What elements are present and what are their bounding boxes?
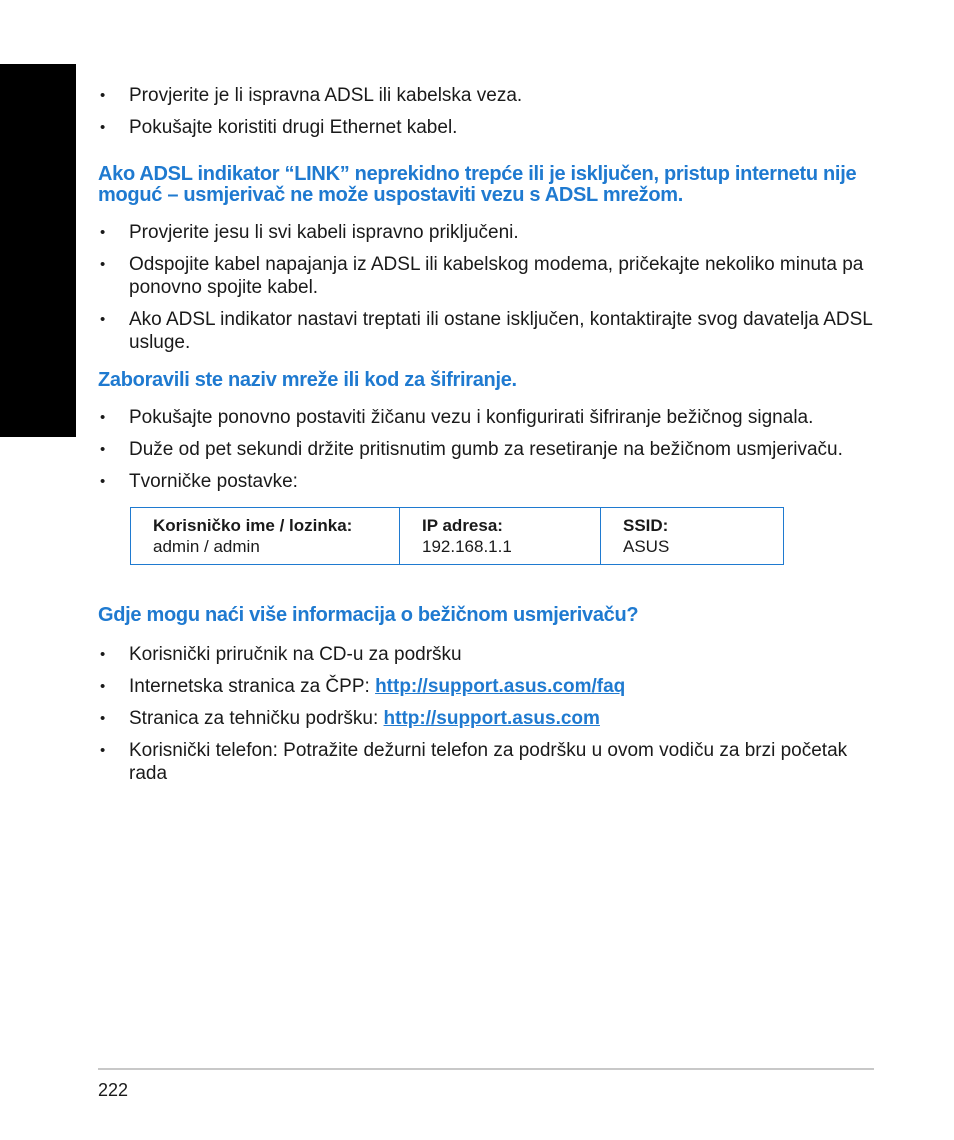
bullet-icon: • <box>100 409 106 426</box>
username-password-value: admin / admin <box>153 537 260 556</box>
list-item: • Korisnički telefon: Potražite dežurni telefon za podršku u ovom vodiču za brzi početak rada <box>100 740 848 784</box>
list-item: • Pokušajte ponovno postaviti žičanu vezu i konfigurirati šifriranje bežičnog signala. <box>100 407 814 428</box>
ip-address-label: IP adresa: <box>422 516 503 535</box>
more-info-list <box>98 643 878 785</box>
more-info-heading: Gdje mogu naći više informacija o bežičnom usmjerivaču? <box>98 604 639 626</box>
bullet-icon: • <box>100 742 106 759</box>
connection-checklist <box>98 84 878 139</box>
factory-defaults-table <box>130 507 784 565</box>
bullet-icon: • <box>100 678 106 695</box>
table-row <box>131 508 784 565</box>
list-item: • Provjerite je li ispravna ADSL ili kabelska veza. <box>100 85 523 106</box>
support-link[interactable]: http://support.asus.com <box>383 708 600 729</box>
link-indicator-steps <box>98 221 878 354</box>
bullet-icon: • <box>100 224 106 241</box>
bullet-icon: • <box>100 119 106 136</box>
list-item: • Pokušajte koristiti drugi Ethernet kabel. <box>100 117 458 138</box>
forgot-credentials-steps <box>98 406 878 493</box>
list-item: • Provjerite jesu li svi kabeli ispravno priključeni. <box>100 222 519 243</box>
forgot-credentials-heading: Zaboravili ste naziv mreže ili kod za šifriranje. <box>98 369 517 391</box>
ssid-cell <box>601 508 784 565</box>
link-indicator-heading: Ako ADSL indikator “LINK” neprekidno trepće ili je isključen, pristup internetu nije moguć – usmjerivač ne može uspostaviti vezu s ADSL mrežom. <box>98 163 857 206</box>
bullet-icon: • <box>100 441 106 458</box>
list-item: • Duže od pet sekundi držite pritisnutim gumb za resetiranje na bežičnom usmjerivaču. <box>100 439 843 460</box>
ip-address-value: 192.168.1.1 <box>422 537 512 556</box>
list-item: • Ako ADSL indikator nastavi treptati ili ostane isključen, kontaktirajte svog davatelja ADSL usluge. <box>100 309 873 353</box>
page-number: 222 <box>98 1080 129 1100</box>
list-item: • Korisnički priručnik na CD-u za podršku <box>100 644 462 665</box>
list-item: • Internetska stranica za ČPP: http://support.asus.com/faq <box>100 676 626 697</box>
bullet-icon: • <box>100 87 106 104</box>
bullet-icon: • <box>100 311 106 328</box>
bullet-icon: • <box>100 710 106 727</box>
bullet-icon: • <box>100 256 106 273</box>
ip-address-cell <box>400 508 601 565</box>
bullet-icon: • <box>100 473 106 490</box>
list-item: • Tvorničke postavke: <box>100 471 298 492</box>
ssid-label: SSID: <box>623 516 669 535</box>
username-password-label: Korisničko ime / lozinka: <box>153 516 353 535</box>
username-password-cell <box>131 508 400 565</box>
bullet-icon: • <box>100 646 106 663</box>
list-item: • Stranica za tehničku podršku: http://support.asus.com <box>100 708 600 729</box>
page-content <box>98 84 878 794</box>
side-tab-marker <box>0 64 76 437</box>
ssid-value: ASUS <box>623 537 670 556</box>
faq-link[interactable]: http://support.asus.com/faq <box>375 676 626 697</box>
list-item: • Odspojite kabel napajanja iz ADSL ili kabelskog modema, pričekajte nekoliko minuta pa ponovno spojite kabel. <box>100 254 864 298</box>
footer-divider <box>98 1068 874 1070</box>
